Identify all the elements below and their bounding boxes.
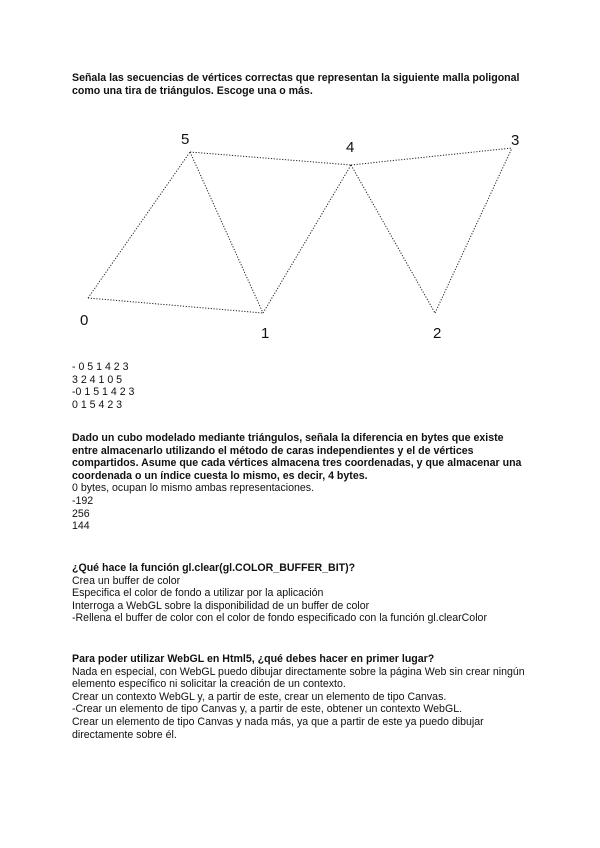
- answer-option: Crear un contexto WebGL y, a partir de este, crear un elemento de tipo Canvas.: [72, 690, 447, 703]
- vertex-label-5: 5: [181, 131, 190, 148]
- question-4: [72, 653, 532, 741]
- answer-option: -Rellena el buffer de color con el color de fondo especificado con la función gl.clearColor: [72, 612, 487, 625]
- vertex-label-0: 0: [80, 312, 89, 329]
- question-1-title: Señala las secuencias de vértices correctas que representan la siguiente malla poligonal como una tira de triángulos. Escoge una o más.: [72, 72, 520, 97]
- question-4-title: Para poder utilizar WebGL en Html5, ¿qué debes hacer en primer lugar?: [72, 653, 435, 665]
- answer-option: -Crear un elemento de tipo Canvas y, a partir de este, obtener un contexto WebGL.: [72, 703, 463, 716]
- edge-4-3: [351, 148, 512, 165]
- vertex-label-2: 2: [433, 325, 442, 342]
- edge-0-1: [88, 298, 263, 313]
- vertex-label-3: 3: [511, 132, 520, 149]
- question-3: [72, 562, 532, 625]
- edge-4-2: [351, 165, 435, 313]
- answer-option: 144: [72, 520, 90, 533]
- answer-option: 0 bytes, ocupan lo mismo ambas representaciones.: [72, 482, 315, 495]
- edge-5-4: [190, 152, 351, 165]
- edge-1-4: [263, 165, 351, 313]
- answer-option: 0 1 5 4 2 3: [72, 398, 123, 411]
- answer-option: Nada en especial, con WebGL puedo dibujar directamente sobre la página Web sin crear ningún elemento específico ni solicitar la creación de un contexto.: [72, 665, 525, 691]
- answer-option: -0 1 5 1 4 2 3: [72, 386, 135, 399]
- answer-option: - 0 5 1 4 2 3: [72, 361, 129, 373]
- vertex-label-4: 4: [346, 139, 355, 156]
- answer-option: Especifica el color de fondo a utilizar por la aplicación: [72, 587, 324, 600]
- question-2-title: Dado un cubo modelado mediante triángulos, señala la diferencia en bytes que existe entre almacenarlo utilizando el método de caras independientes y el de vértices compartidos. Asume que cada vértices almacena tres coordenadas, y que almacenar una coordenada o un índice cuesta lo mismo, es decir, 4 bytes.: [72, 432, 522, 482]
- question-2: [72, 432, 532, 533]
- answer-option: Interroga a WebGL sobre la disponibilidad de un buffer de color: [72, 599, 370, 612]
- edge-0-5: [88, 152, 190, 298]
- answer-option: Crear un elemento de tipo Canvas y nada más, ya que a partir de este ya puedo dibujar directamente sobre él.: [72, 715, 484, 741]
- answer-option: 256: [72, 507, 90, 520]
- edge-2-3: [435, 148, 512, 313]
- question-3-title: ¿Qué hace la función gl.clear(gl.COLOR_BUFFER_BIT)?: [72, 562, 356, 574]
- answer-option: -192: [72, 494, 94, 507]
- question-1-options: [72, 361, 532, 411]
- vertex-label-1: 1: [261, 325, 270, 342]
- answer-option: Crea un buffer de color: [72, 574, 181, 587]
- answer-option: 3 2 4 1 0 5: [72, 373, 123, 386]
- edge-5-1: [190, 152, 263, 313]
- mesh-edges: [88, 148, 512, 313]
